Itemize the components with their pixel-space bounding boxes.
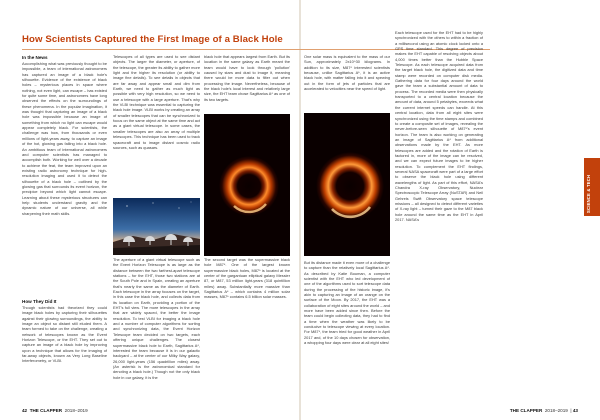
issue-year-right: 2018–2019	[544, 408, 568, 413]
black-hole-ring-art	[204, 114, 290, 256]
observatory-photo-art	[113, 198, 200, 255]
magazine-name-right: THE CLAPPER	[509, 408, 543, 413]
black-hole-image-2	[304, 113, 390, 256]
body-paragraph: Accomplishing what was previously thought to be impossible, a team of international astronomers has captured an image of a black hole's silhouette. Evidence of the existence of black holes – mysterious places in space where nothing, not even light, can escape – has existed for quite some time, and astronomers have long observed the effects on the surroundings of these phenomena. In the popular imagination, it was thought that capturing an image of a black hole was impossible because an image of something from which no light can escape would appear completely black. For scientists, the challenge was how, from thousands or even millions of light-years away, to capture an image of the hot, glowing gas falling into a black hole. An ambitious team of international astronomers and computer scientists has managed to accomplish both. Working for well over a decade to achieve the feat, the team improved upon an existing radio astronomy technique for high-resolution imaging and used it to detect the silhouette of a black hole – outlined by the glowing gas that surrounds its event horizon, the precipice beyond which light cannot escape. Learning about these mysterious structures can help students understand gravity and the dynamic nature of our universe, all while sharpening their math skills.	[22, 61, 107, 216]
body-paragraph: The second target was the supermassive black hole M87*. One of the largest known supermassive black holes, M87* is located at the center of the gargantuan elliptical galaxy Messier 87, or M87, 53 million light-years (318 quintillion miles) away. Substantially more massive than Sagittarius A* – which contains 4 million solar masses, M87* contains 6.5 billion solar masses.	[204, 257, 290, 300]
magazine-name-left: THE CLAPPER	[29, 408, 63, 413]
observatory-photo	[113, 198, 200, 255]
issue-year-left: 2018–2019	[64, 408, 88, 413]
page-number-right: 43	[572, 408, 578, 413]
column-4-lower	[304, 260, 390, 403]
section-tab-label: SCIENCE & TECH	[586, 174, 591, 213]
column-2-lower	[113, 257, 200, 403]
section-heading-how: How They Did It	[22, 299, 57, 304]
body-paragraph: Each telescope used for the EHT had to be highly synchronized with the others to within a fraction of a millisecond using an atomic clock locked onto a GPS time standard. This degree of precision makes the EHT capable of resolving objects about 4,000 times better than the Hubble Space Telescope. As each telescope acquired data from the target black hole, the digitized data and time stamp were recorded on computer disk media. Gathering data for four days around the world gave the team a substantial amount of data to process. The recorded media were then physically transported to a central location because the amount of data, around 5 petabytes, exceeds what the current internet speeds can handle. At this central location, data from all eight sites were synchronized using the time stamps and combined to create a composite set of images, revealing the never-before-seen silhouette of M87*'s event horizon. The team is also working on generating an image of Sagittarius A* from additional observations made by the EHT. As more telescopes are added and the rotation of Earth is factored in, more of the image can be resolved, and we can expect future images to be higher resolution. To complement the EHT findings, several NASA spacecraft were part of a large effort to observe the black hole using different wavelengths of light. As part of this effort, NASA's Chandra X-ray Observatory, Nuclear Spectroscopic Telescope Array (NuSTAR) and Neil Gehrels Swift Observatory space telescope missions – all designed to detect different varieties of X-ray light – turned their gaze to the M87 black hole around the same time as the EHT in April 2017. NASA's	[395, 30, 483, 223]
column-3	[204, 54, 290, 111]
column-1	[22, 54, 107, 290]
column-2	[113, 54, 200, 197]
column-4	[304, 54, 390, 110]
column-1-lower	[22, 298, 107, 401]
footer-left	[22, 408, 88, 413]
article-title: How Scientists Captured the First Image of a Black Hole	[22, 34, 283, 45]
black-hole-image-1	[204, 114, 290, 256]
body-paragraph: Telescopes of all types are used to see distant objects. The larger the diameter, or aperture, of the telescope, the greater its ability to gather more light and the higher its resolution (or ability to image fine details). To see details in objects that are far away and appear small and dim from Earth, we need to gather as much light as possible with very high resolution, so we need to use a telescope with a large aperture. That's why the VLBI technique was essential to capturing the black hole image. VLBI works by creating an array of smaller telescopes that can be synchronized to focus on the same object at the same time and act as a giant virtual telescope. In some cases, the smaller telescopes are also an array of multiple telescopes. This technique has been used to track spacecraft and to image distant cosmic radio sources, such as quasars.	[113, 54, 200, 150]
column-3-lower	[204, 257, 290, 403]
section-heading-intro: In the News	[22, 55, 48, 60]
body-paragraph: One solar mass is equivalent to the mass of our Sun, approximately 2x10^30 kilograms. In addition to its size, M87* interested scientists because, unlike Sagittarius A*, it is an active black hole, with matter falling into it and spewing out in the form of jets of particles that are accelerated to velocities near the speed of light.	[304, 54, 390, 92]
body-paragraph: But its distance made it even more of a challenge to capture than the relatively local Sagittarius A*. As described by Katie Bouman, a computer scientist with the EHT who led development of one of the algorithms used to sort telescope data during the processing of the historic image, it's akin to capturing an image of an orange on the surface of the Moon. By 2017, the EHT was a collaboration of eight sites around the world – and more have been added since then. Before the team could begin collecting data, they had to find a time when the weather was likely to be conducive to telescope viewing at every location. For M87*, the team tried for good weather in April 2017 and, of the 10 days chosen for observation, a whopping four days were clear at all eight sites!	[304, 260, 390, 346]
page-gutter	[299, 0, 301, 420]
body-paragraph: Though scientists had theorized they could image black holes by capturing their silhouettes against their glowing surroundings, the ability to image an object so distant still eluded them. A team formed to take on the challenge, creating a network of telescopes known as the Event Horizon Telescope, or the EHT. They set out to capture an image of a black hole by improving upon a technique that allows for the imaging of far-away objects, known as Very Long Baseline Interferometry, or VLBI.	[22, 305, 107, 364]
column-5	[395, 30, 483, 404]
section-tab	[584, 158, 600, 216]
black-hole-ring-art	[304, 113, 390, 256]
body-paragraph: black hole that appears largest from Earth. But its location in the same galaxy as Earth meant the team would have to look through 'pollution' caused by stars and dust to image it, meaning there would be more data to filter out when processing the image. Nevertheless, because of the black hole's local interest and relatively large size, the EHT team chose Sagittarius A* as one of its two targets.	[204, 54, 290, 102]
body-paragraph: The aperture of a giant virtual telescope such as the Event Horizon Telescope is as large as the distance between the two farthest-apart telescope stations – for the EHT, those two stations are at the South Pole and in Spain, creating an aperture that's nearly the same as the diameter of Earth. Each telescope in the array focuses on the target, in this case the black hole, and collects data from its location on Earth, providing a portion of the EHT's full view. The more telescopes in the array that are widely spaced, the better the image resolution. To test VLBI for imaging a black hole and a number of computer algorithms for sorting and synchronizing data, the Event Horizon Telescope team decided on two targets, each offering unique challenges. The closest supermassive black hole to Earth, Sagittarius A*, interested the team because it is in our galactic backyard – at the center of our Milky Way galaxy, 26,000 light-years (156 quadrillion miles) away. (An asterisk is the astronomical standard for denoting a black hole.) Though not the only black hole in our galaxy, it is the	[113, 257, 200, 380]
footer-right: THE CLAPPER 2018–2019 | 43	[509, 408, 578, 413]
page-number-left: 42	[22, 408, 28, 413]
